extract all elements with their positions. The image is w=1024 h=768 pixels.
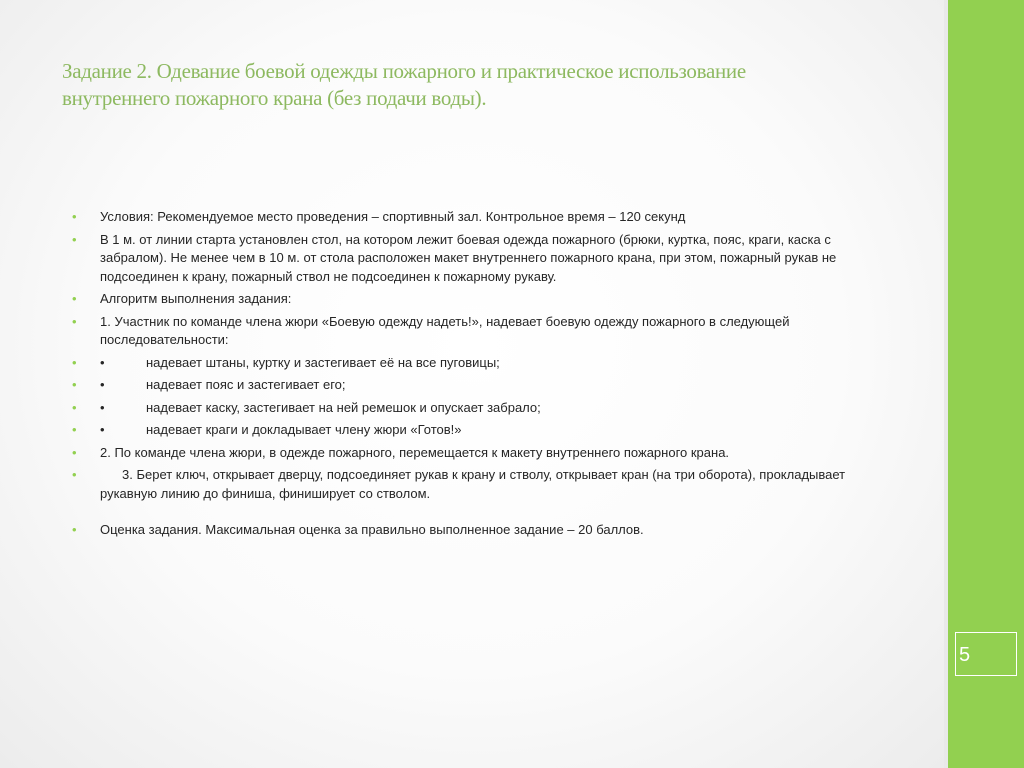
list-item-sub1 — [72, 354, 882, 373]
sub1-text: надевает штаны, куртку и застегивает её на все пуговицы; — [146, 354, 500, 370]
bullet-icon: • — [72, 354, 77, 370]
content-list — [72, 208, 882, 540]
evaluation-text: Оценка задания. Максимальная оценка за правильно выполненное задание – 20 баллов. — [100, 522, 644, 537]
bullet-icon: • — [72, 313, 77, 329]
list-item-sub3 — [72, 399, 882, 418]
step1-text: 1. Участник по команде члена жюри «Боевую одежду надеть!», надевает боевую одежду пожарного в следующей последовательности: — [100, 313, 790, 347]
list-item-conditions — [72, 208, 882, 227]
bullet-icon: • — [72, 399, 77, 415]
bullet-icon: • — [72, 522, 77, 537]
list-item-evaluation — [72, 521, 882, 540]
sub3-text: надевает каску, застегивает на ней ремешок и опускает забрало; — [146, 399, 541, 415]
list-item-sub4 — [72, 421, 882, 440]
list-item-algorithm — [72, 290, 882, 309]
step2-text: 2. По команде члена жюри, в одежде пожарного, перемещается к макету внутреннего пожарного крана. — [100, 444, 730, 460]
list-item-setup — [72, 231, 882, 287]
algorithm-text: Алгоритм выполнения задания: — [100, 291, 292, 306]
list-item-step2 — [72, 444, 882, 463]
sub-marker: • — [100, 354, 105, 370]
list-item-sub2 — [72, 376, 882, 395]
bullet-icon: • — [72, 209, 77, 224]
conditions-text: Условия: Рекомендуемое место проведения – спортивный зал. Контрольное время – 120 секунд — [100, 209, 686, 224]
page-number: 5 — [959, 644, 971, 666]
slide-title: Задание 2. Одевание боевой одежды пожарного и практическое использование внутреннего пожарного крана (без подачи воды). — [62, 59, 746, 110]
bullet-icon: • — [72, 377, 77, 392]
step3-text: 3. Берет ключ, открывает дверцу, подсоединяет рукав к крану и стволу, открывает кран (на три оборота), прокладывает рукавную линию до финиша, финиширует со стволом. — [100, 467, 846, 501]
bullet-icon: • — [72, 444, 77, 460]
sub2-text: надевает пояс и застегивает его; — [146, 377, 346, 392]
page-number-box — [955, 632, 1017, 676]
bullet-icon: • — [72, 291, 77, 306]
bullet-icon: • — [72, 231, 77, 247]
sub-marker: • — [100, 422, 105, 437]
list-item-step1 — [72, 313, 882, 350]
sub4-text: надевает краги и докладывает члену жюри «Готов!» — [146, 422, 462, 437]
bullet-icon: • — [72, 422, 77, 437]
sub-marker: • — [100, 399, 105, 415]
list-item-step3 — [72, 466, 882, 503]
sub-marker: • — [100, 377, 105, 392]
setup-text: В 1 м. от линии старта установлен стол, на котором лежит боевая одежда пожарного (брюки, куртка, пояс, краги, каска с забралом). Не менее чем в 10 м. от стола расположен макет внутреннего пожарного крана, при этом, пожарный рукав не подсоединен к крану, пожарный ствол не подсоединен к пожарному рукаву. — [100, 231, 837, 284]
bullet-icon: • — [72, 467, 77, 482]
